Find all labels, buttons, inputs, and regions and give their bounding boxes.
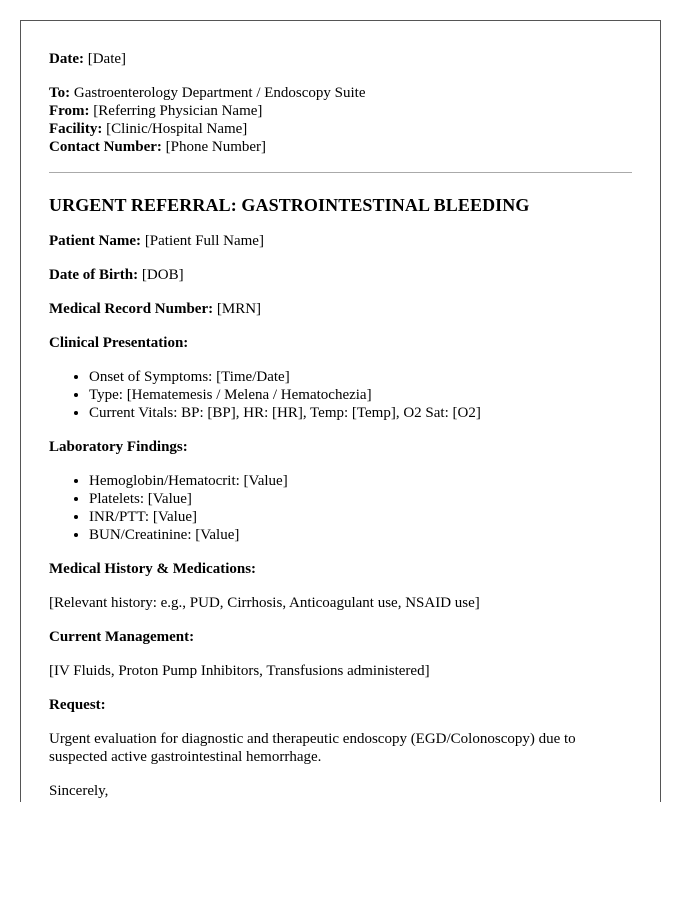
to-label: To: xyxy=(49,85,71,101)
history-heading-text: Medical History & Medications: xyxy=(49,561,257,577)
closing-text: Sincerely, xyxy=(49,783,109,799)
dob-line xyxy=(49,266,632,284)
patient-name-label: Patient Name: xyxy=(49,233,142,249)
list-item: • INR/PTT: [Value] xyxy=(89,508,632,526)
from-line xyxy=(49,102,632,120)
clinical-heading xyxy=(49,334,632,352)
list-item: • Current Vitals: BP: [BP], HR: [HR], Temp: [Temp], O2 Sat: [O2] xyxy=(89,404,632,422)
management-heading xyxy=(49,628,632,646)
dob-label: Date of Birth: xyxy=(49,267,139,283)
contact-line xyxy=(49,138,632,156)
contact-label: Contact Number: xyxy=(49,139,162,155)
date-label: Date: xyxy=(49,51,84,67)
list-item: • BUN/Creatinine: [Value] xyxy=(89,526,632,544)
list-item: • Type: [Hematemesis / Melena / Hematochezia] xyxy=(89,386,632,404)
contact-value: [Phone Number] xyxy=(165,139,267,155)
mrn-label: Medical Record Number: xyxy=(49,301,214,317)
to-line xyxy=(49,84,632,102)
mrn-line xyxy=(49,300,632,318)
list-item: • Platelets: [Value] xyxy=(89,490,632,508)
list-item: • Hemoglobin/Hematocrit: [Value] xyxy=(89,472,632,490)
list-item: • Onset of Symptoms: [Time/Date] xyxy=(89,368,632,386)
mrn-value: [MRN] xyxy=(216,301,262,317)
history-text: [Relevant history: e.g., PUD, Cirrhosis, Anticoagulant use, NSAID use] xyxy=(49,595,480,611)
facility-value: [Clinic/Hospital Name] xyxy=(106,121,248,137)
request-heading xyxy=(49,696,632,714)
date-value: [Date] xyxy=(87,51,127,67)
clinical-list xyxy=(49,368,632,422)
from-label: From: xyxy=(49,103,90,119)
dob-value: [DOB] xyxy=(141,267,184,283)
history-heading xyxy=(49,560,632,578)
letter-title: URGENT REFERRAL: GASTROINTESTINAL BLEEDING xyxy=(49,195,530,215)
patient-name-line xyxy=(49,232,632,250)
header-divider xyxy=(49,172,632,173)
request-text: Urgent evaluation for diagnostic and therapeutic endoscopy (EGD/Colonoscopy) due to suspected active gastrointestinal hemorrhage. xyxy=(49,731,576,765)
request-heading-text: Request: xyxy=(49,697,106,713)
clinical-heading-text: Clinical Presentation: xyxy=(49,335,189,351)
facility-label: Facility: xyxy=(49,121,103,137)
date-line xyxy=(49,50,632,68)
facility-line xyxy=(49,120,632,138)
patient-name-value: [Patient Full Name] xyxy=(144,233,264,249)
labs-list xyxy=(49,472,632,544)
management-text: [IV Fluids, Proton Pump Inhibitors, Transfusions administered] xyxy=(49,663,430,679)
to-value: Gastroenterology Department / Endoscopy Suite xyxy=(73,85,366,101)
labs-heading xyxy=(49,438,632,456)
from-value: [Referring Physician Name] xyxy=(93,103,263,119)
management-heading-text: Current Management: xyxy=(49,629,195,645)
labs-heading-text: Laboratory Findings: xyxy=(49,439,188,455)
referral-letter xyxy=(20,20,661,802)
